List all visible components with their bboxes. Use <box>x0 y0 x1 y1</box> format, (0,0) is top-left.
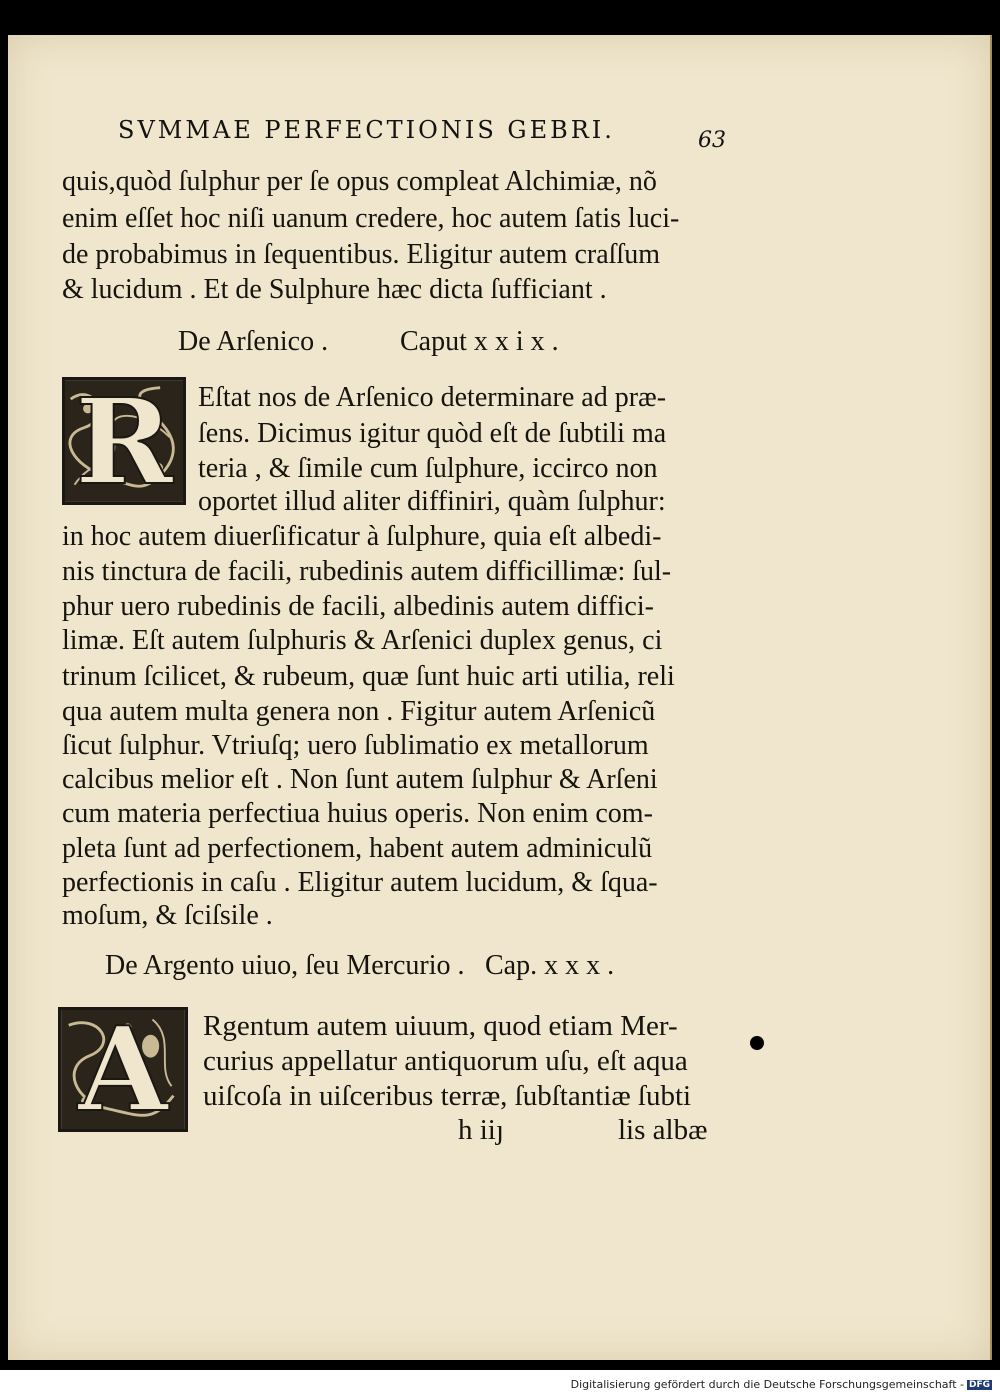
credit-text: Digitalisierung gefördert durch die Deutsche Forschungsgemeinschaft - <box>570 1378 964 1391</box>
text-line: enim eſſet hoc niſi uanum credere, hoc autem ſatis luci- <box>62 203 680 234</box>
text-line: curius appellatur antiquorum uſu, eſt aqua <box>203 1045 688 1077</box>
decorated-initial-a <box>58 1007 188 1132</box>
text-line: trinum ſcilicet, & rubeum, quæ ſunt huic arti utilia, reli <box>62 661 675 692</box>
text-line: limæ. Eſt autem ſulphuris & Arſenici duplex genus, ci <box>62 625 663 656</box>
text-line: uiſcoſa in uiſceribus terræ, ſubſtantiæ ſubti <box>203 1080 692 1112</box>
text-line: Eſtat nos de Arſenico determinare ad præ- <box>198 382 667 413</box>
text-line: phur uero rubedinis de facili, albedinis autem diffici- <box>62 591 654 622</box>
text-line: quis,quòd ſulphur per ſe opus compleat Alchimiæ, nõ <box>62 166 657 197</box>
decorated-initial-r <box>62 377 186 505</box>
text-line: calcibus melior eſt . Non ſunt autem ſulphur & Arſeni <box>62 764 658 795</box>
catchword: lis albæ <box>618 1114 708 1146</box>
margin-dot <box>750 1036 764 1050</box>
signature-mark: h iiȷ <box>458 1114 504 1146</box>
page-number: 63 <box>698 128 726 153</box>
text-line: in hoc autem diuerſificatur à ſulphure, quia eſt albedi- <box>62 521 662 552</box>
chapter-heading-number: Cap. x x x . <box>485 950 615 981</box>
text-line: qua autem multa genera non . Figitur autem Arſenicũ <box>62 696 656 727</box>
initial-letter: R <box>74 377 174 505</box>
text-line: Rgentum autem uiuum, quod etiam Mer- <box>203 1010 678 1042</box>
chapter-heading-number: Caput x x i x . <box>400 326 559 357</box>
text-line: ſens. Dicimus igitur quòd eſt de ſubtili ma <box>198 418 667 449</box>
chapter-heading-title: De Argento uiuo, ſeu Mercurio . <box>105 950 465 981</box>
page-edge <box>990 35 992 1360</box>
text-line: & lucidum . Et de Sulphure hæc dicta ſufficiant . <box>62 274 607 305</box>
text-line: nis tinctura de facili, rubedinis autem difficillimæ: ſul- <box>62 556 672 587</box>
text-line: cum materia perfectiua huius operis. Non enim com- <box>62 798 653 829</box>
text-line: pleta ſunt ad perfectionem, habent autem adminiculũ <box>62 833 653 864</box>
text-line: ſicut ſulphur. Vtriuſq; uero ſublimatio ex metallorum <box>62 730 649 761</box>
text-line: moſum, & ſciſsile . <box>62 900 273 931</box>
text-line: de probabimus in ſequentibus. Eligitur autem craſſum <box>62 239 660 270</box>
digitization-credit <box>571 1378 992 1391</box>
text-line: oportet illud aliter diffiniri, quàm ſulphur: <box>198 486 666 517</box>
dfg-logo-icon: DFG <box>968 1380 990 1390</box>
chapter-heading-title: De Arſenico . <box>178 326 329 357</box>
running-head: SVMMAE PERFECTIONIS GEBRI. <box>118 116 615 144</box>
initial-letter: A <box>77 1007 168 1132</box>
text-line: perfectionis in caſu . Eligitur autem lucidum, & ſqua- <box>62 867 658 898</box>
text-line: teria , & ſimile cum ſulphure, iccirco non <box>198 453 658 484</box>
